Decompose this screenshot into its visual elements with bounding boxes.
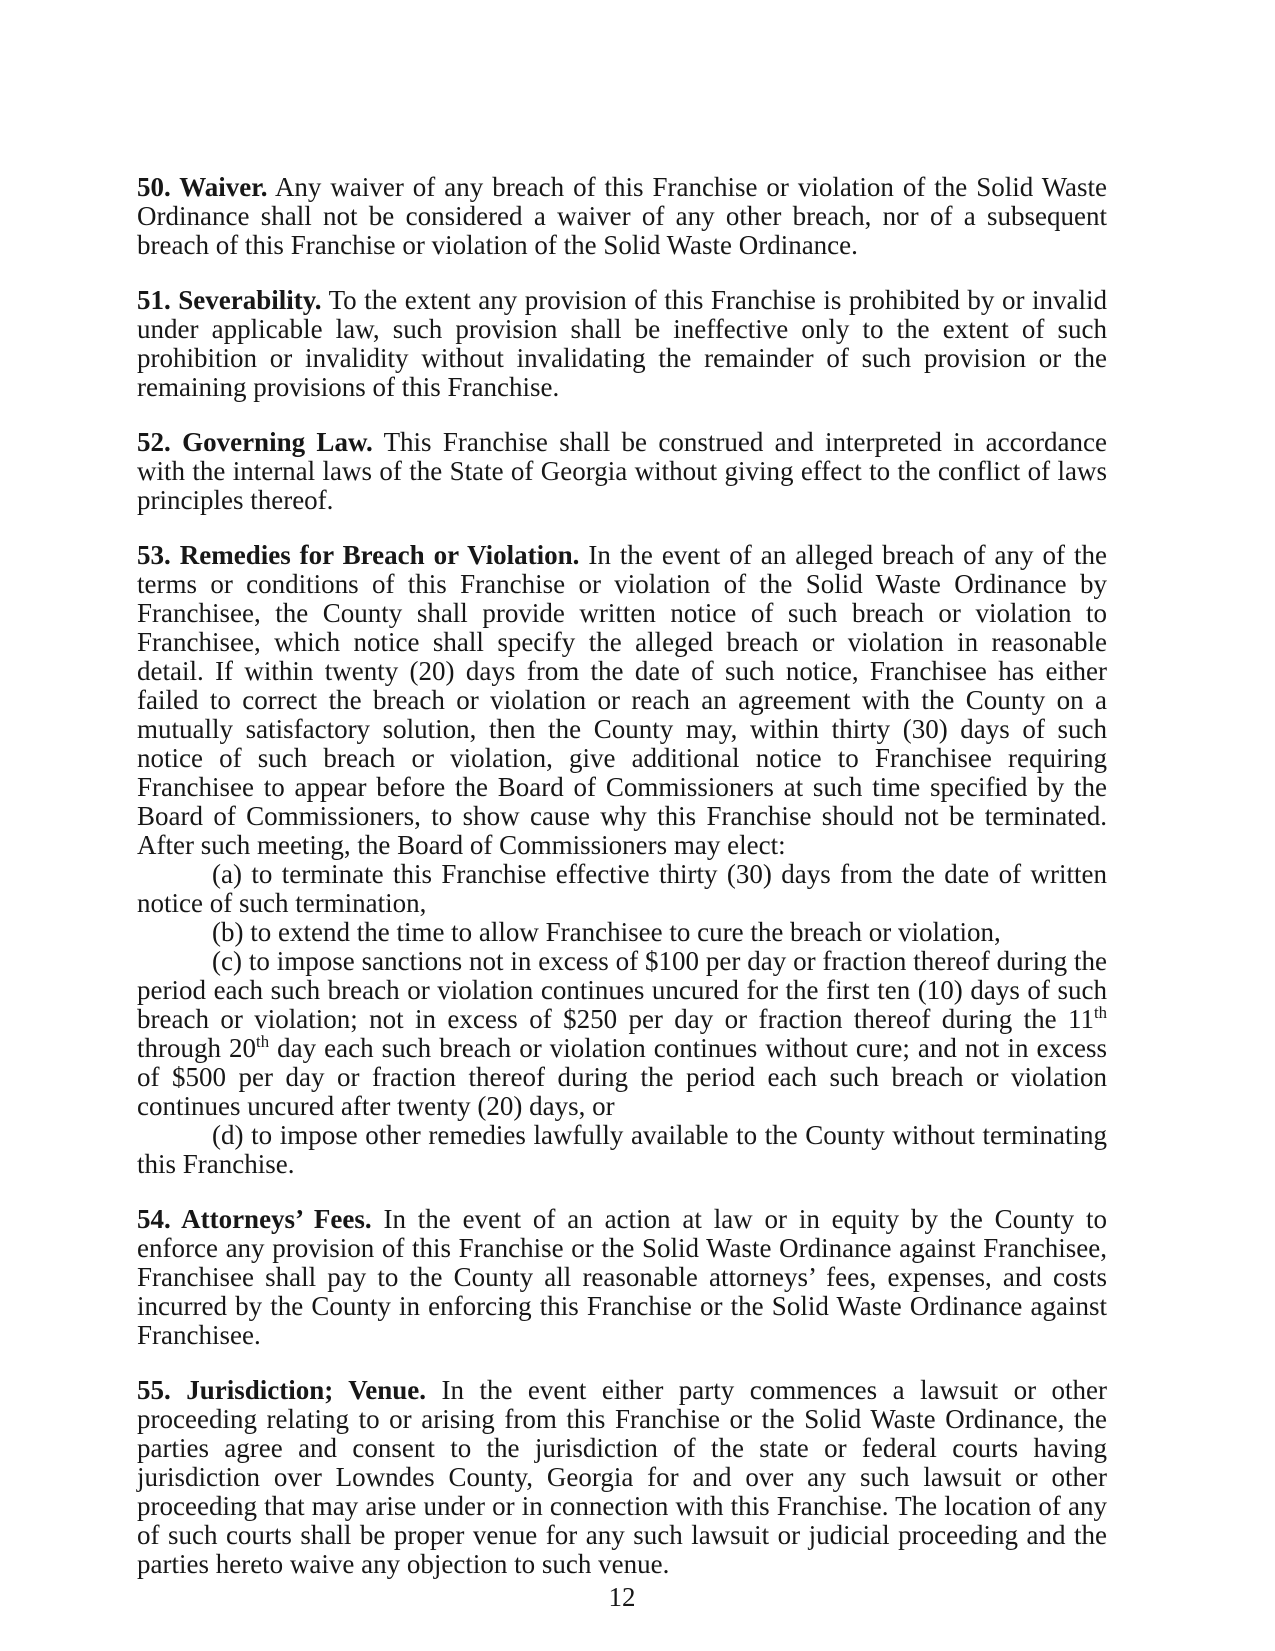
page-number: 12 — [608, 1582, 636, 1612]
section-55-heading: 55. Jurisdiction; Venue. — [137, 1375, 426, 1405]
subitem-c-superscript-1: th — [1093, 1003, 1107, 1022]
section-50-waiver — [137, 173, 1107, 260]
section-52-heading: 52. Governing Law. — [137, 427, 373, 457]
section-50-heading: 50. Waiver. — [137, 172, 268, 202]
subitem-c-text-2: through 20 — [137, 1033, 257, 1063]
section-53-subitem-d: (d) to impose other remedies lawfully available to the County without terminating this Franchise. — [137, 1120, 1107, 1179]
section-54-body: In the event of an action at law or in equity by the County to enforce any provision of this Franchise or the Solid Waste Ordinance against Franchisee, Franchisee shall pay to the County all reasonable attorneys’ fees, expenses, and costs incurred by the County in enforcing this Franchise or the Solid Waste Ordinance against Franchisee. — [137, 1204, 1108, 1350]
section-53-body: In the event of an alleged breach of any of the terms or conditions of this Franchise or violation of the Solid Waste Ordinance by Franchisee, the County shall provide written notice of such breach or violation to Franchisee, which notice shall specify the alleged breach or violation in reasonable detail. If within twenty (20) days from the date of such notice, Franchisee has either failed to correct the breach or violation or reach an agreement with the County on a mutually satisfactory solution, then the County may, within thirty (30) days of such notice of such breach or violation, give additional notice to Franchisee requiring Franchisee to appear before the Board of Commissioners at such time specified by the Board of Commissioners, to show cause why this Franchise should not be terminated. After such meeting, the Board of Commissioners may elect: — [137, 540, 1107, 860]
section-51-severability — [137, 286, 1107, 402]
subitem-c-superscript-2: th — [256, 1032, 270, 1051]
section-53-subitem-b: (b) to extend the time to allow Franchisee to cure the breach or violation, — [212, 917, 1001, 947]
subitem-c-text-3: day each such breach or violation continues without cure; and not in excess of $500 per day or fraction thereof during the period each such breach or violation continues uncured after twenty (20) days, or — [137, 1033, 1107, 1121]
section-53-subitem-c — [137, 947, 1107, 1121]
section-52-body: This Franchise shall be construed and interpreted in accordance with the internal laws of the State of Georgia without giving effect to the conflict of laws principles thereof. — [137, 427, 1108, 515]
section-51-body: To the extent any provision of this Franchise is prohibited by or invalid under applicable law, such provision shall be ineffective only to the extent of such prohibition or invalidity without invalidating the remainder of such provision or the remaining provisions of this Franchise. — [137, 285, 1107, 402]
section-50-body: Any waiver of any breach of this Franchise or violation of the Solid Waste Ordinance shall not be considered a waiver of any other breach, nor of a subsequent breach of this Franchise or violation of the Solid Waste Ordinance. — [137, 172, 1107, 260]
section-52-governing-law — [137, 428, 1107, 515]
section-51-heading: 51. Severability. — [137, 285, 322, 315]
section-55-body: In the event either party commences a lawsuit or other proceeding relating to or arising from this Franchise or the Solid Waste Ordinance, the parties agree and consent to the jurisdiction of the state or federal courts having jurisdiction over Lowndes County, Georgia for and over any such lawsuit or other proceeding that may arise under or in connection with this Franchise. The location of any of such courts shall be proper venue for any such lawsuit or judicial proceeding and the parties hereto waive any objection to such venue. — [137, 1375, 1108, 1579]
section-53-remedies — [137, 541, 1107, 860]
section-54-heading: 54. Attorneys’ Fees. — [137, 1204, 372, 1234]
section-53-subitem-a: (a) to terminate this Franchise effective thirty (30) days from the date of written notice of such termination, — [137, 859, 1107, 918]
section-54-attorneys-fees — [137, 1205, 1107, 1350]
section-53-heading: 53. Remedies for Breach or Violation. — [137, 540, 580, 570]
subitem-c-text-1: (c) to impose sanctions not in excess of $100 per day or fraction thereof during the period each such breach or violation continues uncured for the first ten (10) days of such breach or violation; not in excess of $250 per day or fraction thereof during the 11 — [137, 946, 1107, 1034]
section-55-jurisdiction-venue — [137, 1376, 1107, 1579]
